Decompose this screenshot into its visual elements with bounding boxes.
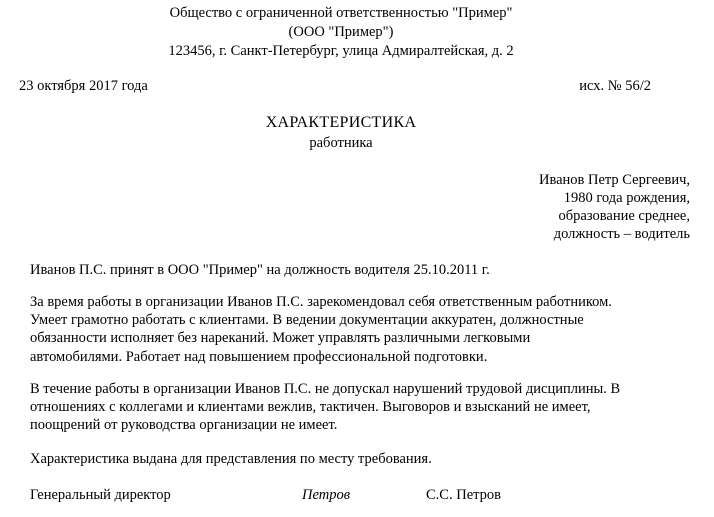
paragraph-line: отношениях с коллегами и клиентами вежлив, тактичен. Выговоров и взысканий не имеет, — [30, 399, 591, 416]
signature: Петров — [302, 487, 350, 503]
document-subtitle: работника — [309, 135, 373, 151]
paragraph-line: поощрений от руководства организации не имеет. — [30, 417, 338, 434]
org-address: 123456, г. Санкт-Петербург, улица Адмиралтейская, д. 2 — [168, 43, 514, 59]
paragraph-line: Умеет грамотно работать с клиентами. В ведении документации аккуратен, должностные — [30, 312, 584, 329]
employee-name: Иванов Петр Сергеевич, — [538, 172, 690, 188]
paragraph-line: автомобилями. Работает над повышением профессиональной подготовки. — [30, 348, 488, 365]
document-title: ХАРАКТЕРИСТИКА — [265, 114, 417, 131]
org-short-name: (ООО "Пример") — [288, 24, 394, 40]
org-name: Общество с ограниченной ответственностью "Пример" — [169, 5, 513, 21]
paragraph-line: В течение работы в организации Иванов П.С. не допускал нарушений трудовой дисциплины. В — [30, 381, 621, 397]
document-date: 23 октября 2017 года — [19, 78, 148, 94]
paragraph-hiring: Иванов П.С. принят в ООО "Пример" на должность водителя 25.10.2011 г. — [30, 262, 490, 278]
reference-number: исх. № 56/2 — [579, 78, 651, 94]
paragraph-line: За время работы в организации Иванов П.С. зарекомендовал себя ответственным работником. — [30, 294, 612, 310]
paragraph-discipline — [30, 380, 620, 435]
signatory-name: С.С. Петров — [426, 487, 501, 503]
employee-birth: 1980 года рождения, — [563, 190, 690, 206]
signatory-role: Генеральный директор — [30, 487, 171, 503]
employee-education: образование среднее, — [558, 208, 690, 224]
paragraph-line: обязанности исполняет без нареканий. Может управлять различными легковыми — [30, 330, 531, 347]
employee-position: должность – водитель — [553, 226, 690, 242]
paragraph-purpose: Характеристика выдана для представления по месту требования. — [30, 451, 432, 467]
paragraph-performance — [30, 293, 612, 366]
